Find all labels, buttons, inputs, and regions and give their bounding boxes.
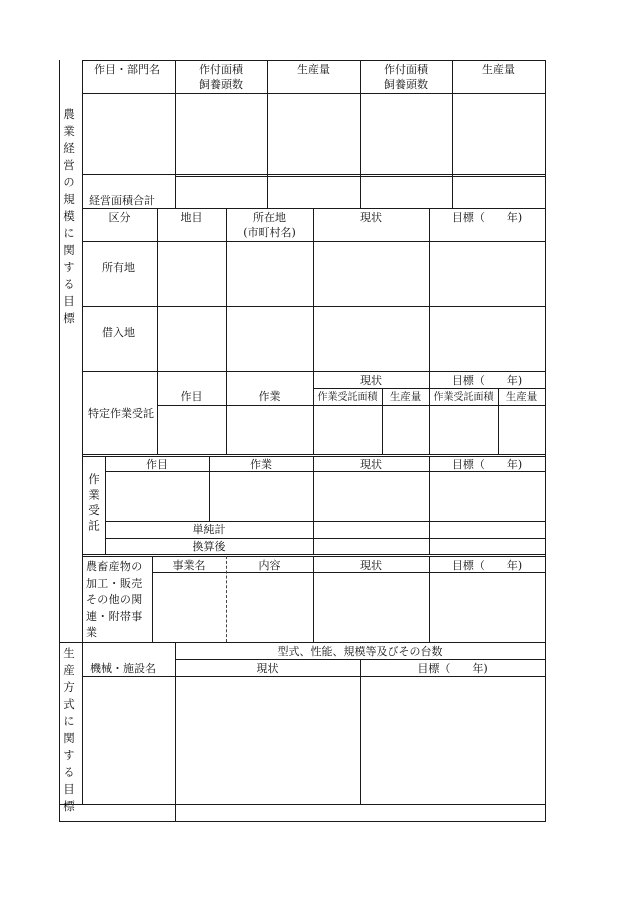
rule-bottom (59, 821, 546, 822)
processing-col-target: 目標（ 年) (451, 559, 523, 572)
rule-converted (82, 554, 546, 555)
method-col-equipment: 機械・施設名 (90, 662, 156, 675)
land-col-target: 目標（ 年) (451, 211, 523, 224)
col-crops-4 (452, 60, 453, 208)
rule-crops-body (82, 174, 546, 175)
land-row-owned: 所有地 (102, 261, 135, 274)
rule-total-bottom (82, 208, 546, 209)
outer-border-left (59, 60, 60, 822)
crops-col-production-b: 生産量 (482, 63, 515, 76)
processing-col-business: 事業名 (172, 559, 206, 572)
rule-contract-body (105, 521, 546, 522)
rule-contract-header (105, 471, 546, 472)
rule-specific-bottom (82, 454, 546, 455)
rule-land-header (82, 241, 546, 242)
crops-col-area-1a: 作付面積 (199, 63, 243, 76)
col-crops-2 (267, 60, 268, 208)
contract-label: 作業受託 (87, 473, 101, 535)
rule-owned (82, 306, 546, 307)
method-col-target: 目標（ 年) (417, 662, 488, 675)
processing-col-current: 現状 (360, 559, 382, 572)
rule-top (82, 60, 546, 61)
land-col-category: 区分 (108, 211, 131, 224)
rule-specific-bottom-2 (82, 456, 546, 457)
contract-col-work: 作業 (250, 458, 272, 471)
specific-col-current: 現状 (360, 374, 382, 387)
land-col-location-1: 所在地 (253, 211, 286, 224)
land-col-land-type: 地目 (180, 211, 203, 224)
section-farm-title: 農業経営の規模に関する目標 (62, 108, 76, 329)
rule-simple-total (105, 538, 546, 539)
col-land-1 (157, 208, 158, 454)
rule-specific-sub (314, 388, 546, 389)
specific-col-production-target: 生産量 (505, 391, 538, 403)
crops-col-area-2a: 飼養頭数 (199, 78, 243, 91)
crops-col-name: 作目・部門名 (94, 63, 160, 76)
contract-col-current: 現状 (360, 458, 382, 471)
rule-method-header (82, 676, 546, 677)
contract-col-crop: 作目 (146, 458, 168, 471)
rule-crops-header (82, 93, 546, 94)
specific-col-production-current: 生産量 (389, 391, 422, 403)
rule-method-body (59, 804, 546, 805)
specific-label: 特定作業受託 (88, 407, 154, 420)
land-col-location-2: (市町村名) (243, 226, 296, 239)
land-row-leased: 借入地 (102, 326, 135, 339)
section-method-title: 生産方式に関する目標 (62, 647, 76, 817)
crops-col-area-2b: 飼養頭数 (384, 78, 428, 91)
processing-label: 農畜産物の加工・販売その他の関連・附帯事業 (86, 560, 143, 639)
specific-col-area-target: 作業受託面積 (433, 392, 494, 403)
crops-total-label: 経営面積合計 (89, 194, 155, 207)
rule-section-divider (59, 642, 546, 643)
contract-col-target: 目標（ 年) (451, 458, 523, 471)
contract-row-converted: 換算後 (192, 540, 226, 553)
crops-col-production-a: 生産量 (297, 63, 330, 76)
specific-col-crop: 作目 (180, 390, 203, 403)
specific-col-target: 目標（ 年) (451, 374, 523, 387)
rule-specific-header (157, 405, 546, 406)
col-land-3 (313, 208, 314, 454)
method-col-current: 現状 (256, 662, 279, 675)
method-col-spec: 型式、性能、規模等及びその台数 (277, 645, 443, 658)
specific-col-area-current: 作業受託面積 (317, 392, 378, 403)
col-land-4 (429, 208, 430, 454)
col-method-2 (360, 659, 361, 805)
specific-col-work: 作業 (258, 390, 281, 403)
contract-row-simple-total: 単純計 (192, 523, 226, 536)
crops-col-area-1b: 作付面積 (384, 63, 428, 76)
col-land-2 (226, 208, 227, 454)
rule-leased (82, 371, 546, 372)
col-section-title (82, 60, 83, 805)
land-col-current: 現状 (360, 211, 382, 224)
processing-col-content: 内容 (258, 559, 281, 572)
rule-processing-header (152, 572, 546, 573)
